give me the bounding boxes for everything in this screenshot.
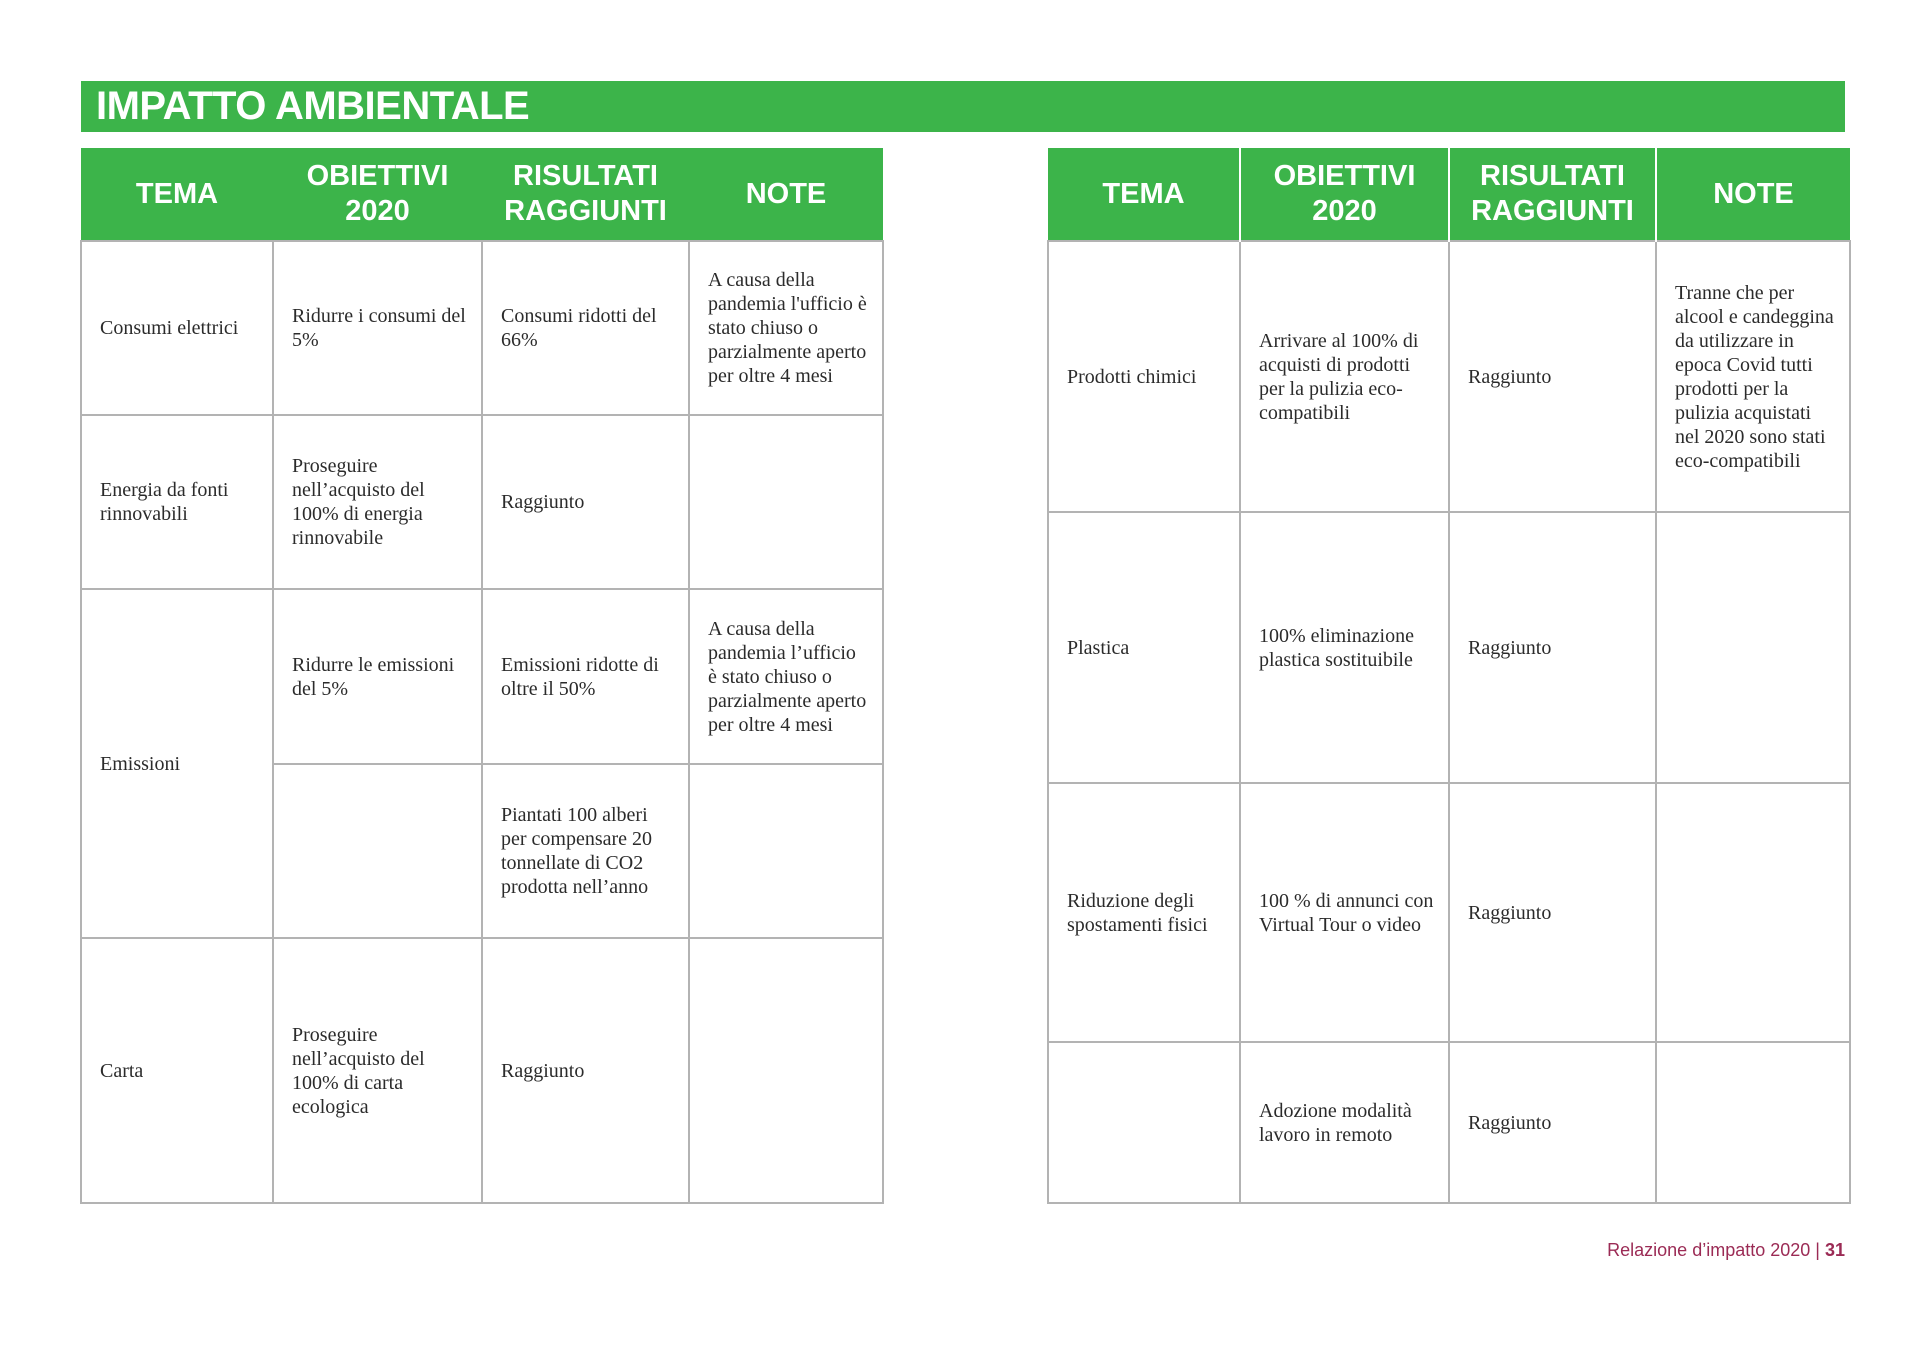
- header-obiettivi: OBIETTIVI 2020: [273, 148, 482, 241]
- cell-note: A causa della pandemia l'ufficio è stato chiuso o parzialmente aperto per oltre 4 mesi: [689, 241, 883, 415]
- cell-note: [689, 764, 883, 938]
- cell-obiettivi: Ridurre le emissioni del 5%: [273, 589, 482, 764]
- cell-obiettivi: Ridurre i consumi del 5%: [273, 241, 482, 415]
- cell-risultati: Raggiunto: [482, 938, 689, 1203]
- cell-obiettivi: Proseguire nell’acquisto del 100% di energia rinnovabile: [273, 415, 482, 589]
- cell-note: A causa della pandemia l’ufficio è stato chiuso o parzialmente aperto per oltre 4 mesi: [689, 589, 883, 764]
- cell-risultati: Raggiunto: [1449, 512, 1656, 783]
- footer-separator: |: [1815, 1240, 1820, 1260]
- cell-tema: Energia da fonti rinnovabili: [81, 415, 273, 589]
- cell-tema: Emissioni: [81, 589, 273, 938]
- cell-tema: Plastica: [1048, 512, 1240, 783]
- cell-tema: Riduzione degli spostamenti fisici: [1048, 783, 1240, 1042]
- header-note: NOTE: [689, 148, 883, 241]
- left-table: [80, 148, 884, 1204]
- header-note: NOTE: [1656, 148, 1850, 241]
- cell-risultati: Raggiunto: [1449, 241, 1656, 512]
- left-table-header: [81, 148, 883, 241]
- cell-obiettivi: Adozione modalità lavoro in remoto: [1240, 1042, 1449, 1203]
- table-row: [1048, 241, 1850, 512]
- cell-risultati: Consumi ridotti del 66%: [482, 241, 689, 415]
- cell-tema: [1048, 1042, 1240, 1203]
- right-table-header: [1048, 148, 1850, 241]
- cell-risultati: Emissioni ridotte di oltre il 50%: [482, 589, 689, 764]
- cell-tema: Prodotti chimici: [1048, 241, 1240, 512]
- header-risultati: RISULTATI RAGGIUNTI: [482, 148, 689, 241]
- section-title-bar: [81, 81, 1845, 132]
- header-tema: TEMA: [1048, 148, 1240, 241]
- table-row: [1048, 512, 1850, 783]
- table-row: [81, 415, 883, 589]
- cell-obiettivi: Proseguire nell’acquisto del 100% di carta ecologica: [273, 938, 482, 1203]
- cell-note: [689, 938, 883, 1203]
- header-obiettivi: OBIETTIVI 2020: [1240, 148, 1449, 241]
- cell-note: [1656, 783, 1850, 1042]
- cell-risultati: Raggiunto: [482, 415, 689, 589]
- cell-note: Tranne che per alcool e candeggina da utilizzare in epoca Covid tutti prodotti per la pulizia acquistati nel 2020 sono stati eco-compatibili: [1656, 241, 1850, 512]
- page-footer: [1607, 1240, 1845, 1261]
- cell-obiettivi: [273, 764, 482, 938]
- table-row: [81, 241, 883, 415]
- cell-risultati: Raggiunto: [1449, 1042, 1656, 1203]
- right-table: [1047, 148, 1851, 1204]
- section-title: IMPATTO AMBIENTALE: [96, 84, 530, 128]
- table-row: [81, 589, 883, 764]
- table-row: [81, 938, 883, 1203]
- header-risultati: RISULTATI RAGGIUNTI: [1449, 148, 1656, 241]
- cell-note: [1656, 1042, 1850, 1203]
- table-row: [1048, 1042, 1850, 1203]
- cell-obiettivi: Arrivare al 100% di acquisti di prodotti per la pulizia eco-compatibili: [1240, 241, 1449, 512]
- cell-note: [689, 415, 883, 589]
- cell-tema: Carta: [81, 938, 273, 1203]
- cell-tema: Consumi elettrici: [81, 241, 273, 415]
- cell-risultati: Raggiunto: [1449, 783, 1656, 1042]
- table-row: [1048, 783, 1850, 1042]
- cell-note: [1656, 512, 1850, 783]
- page-number: 31: [1824, 1240, 1845, 1260]
- footer-label: Relazione d’impatto 2020: [1607, 1240, 1811, 1260]
- cell-obiettivi: 100% eliminazione plastica sostituibile: [1240, 512, 1449, 783]
- cell-risultati: Piantati 100 alberi per compensare 20 tonnellate di CO2 prodotta nell’anno: [482, 764, 689, 938]
- cell-obiettivi: 100 % di annunci con Virtual Tour o video: [1240, 783, 1449, 1042]
- header-tema: TEMA: [81, 148, 273, 241]
